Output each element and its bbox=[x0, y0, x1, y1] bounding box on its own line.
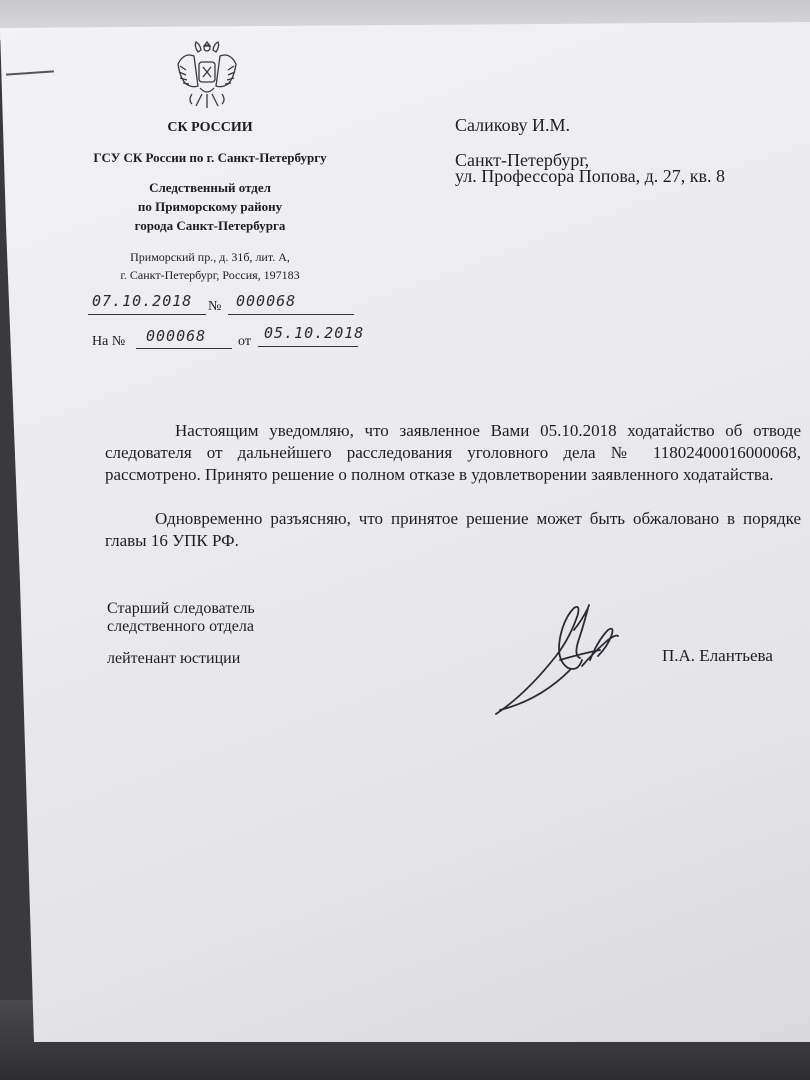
office-line-3: города Санкт-Петербурга bbox=[134, 218, 286, 233]
reply-date-line bbox=[258, 346, 358, 347]
department-name: ГСУ СК России по г. Санкт-Петербургу bbox=[93, 150, 327, 165]
office-line-1: Следственный отдел bbox=[149, 180, 271, 195]
body-paragraph-1: Настоящим уведомляю, что заявленное Вами 05.10.2018 ходатайство об отводе следователя от дальнейшего расследования уголовного дела № 11802400016000068, рассмотрено. Принято решение о полном отказе в удовлетворении заявленного ходатайства. bbox=[105, 421, 801, 484]
outgoing-date: 07.10.2018 bbox=[92, 292, 193, 310]
signer-title-line-1: Старший следователь bbox=[107, 600, 255, 617]
agency-name: СК РОССИИ bbox=[167, 120, 253, 135]
outgoing-number: 000068 bbox=[236, 292, 297, 310]
coat-of-arms-icon bbox=[174, 36, 240, 112]
handwritten-signature bbox=[490, 600, 640, 725]
reply-prefix: На № bbox=[92, 334, 126, 349]
outgoing-date-line bbox=[88, 314, 206, 315]
recipient-street: ул. Профессора Попова, д. 27, кв. 8 bbox=[455, 166, 726, 186]
signer-rank: лейтенант юстиции bbox=[107, 650, 241, 667]
number-sign: № bbox=[208, 299, 222, 314]
body-paragraph-2: Одновременно разъясняю, что принятое решение может быть обжаловано в порядке главы 16 УПК РФ. bbox=[105, 509, 801, 550]
address-line-2: г. Санкт-Петербург, Россия, 197183 bbox=[120, 268, 300, 282]
office-line-2: по Приморскому району bbox=[137, 199, 283, 214]
recipient-name: Саликову И.М. bbox=[455, 115, 570, 135]
from-word: от bbox=[238, 334, 251, 349]
reply-number-line bbox=[136, 348, 232, 349]
address-line-1: Приморский пр., д. 31б, лит. А, bbox=[130, 250, 290, 264]
reply-number: 000068 bbox=[146, 327, 207, 345]
signer-title-line-2: следственного отдела bbox=[107, 618, 254, 635]
outgoing-number-line bbox=[228, 314, 354, 315]
recipient-city: Санкт-Петербург, bbox=[455, 150, 590, 170]
reply-date: 05.10.2018 bbox=[264, 324, 365, 342]
signer-name: П.А. Елантьева bbox=[662, 646, 773, 665]
